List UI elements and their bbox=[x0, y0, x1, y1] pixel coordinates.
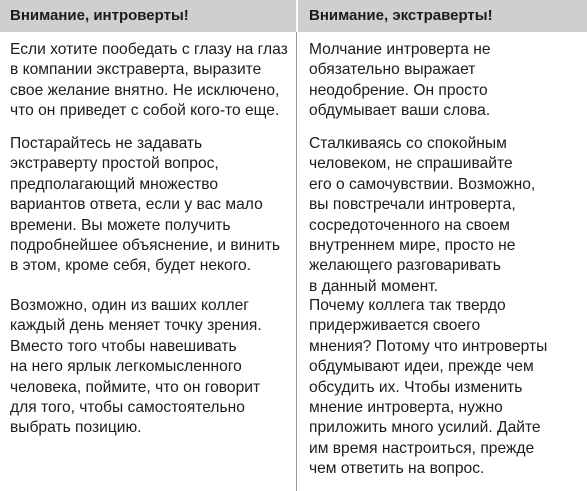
table-header-row bbox=[0, 0, 587, 32]
cell-row3-extraverts: Почему коллега так твердо придерживается своего мнения? Потому что интроверты обдумывают идеи, прежде чем обсудить их. Чтобы изменить мнение интроверта, нужно приложить много усилий. Дайте им время настроиться, прежде чем ответить на вопрос. bbox=[309, 297, 548, 478]
cell-row2-introverts: Постарайтесь не задавать экстраверту простой вопрос, предполагающий множество вариантов ответа, если у вас мало времени. Вы можете получить подробнейшее объяснение, и винить в этом, кроме себя, будет некого. bbox=[10, 135, 280, 275]
header-introverts: Внимание, интроверты! bbox=[10, 7, 189, 24]
header-divider bbox=[296, 0, 298, 32]
cell-row2-extraverts: Сталкиваясь со спокойным человеком, не спрашивайте его о самочувствии. Возможно, вы повстречали интроверта, сосредоточенного на своем внутреннем мире, просто не желающего разговаривать в данный момент. bbox=[309, 135, 536, 295]
cell-row1-extraverts: Молчание интроверта не обязательно выражает неодобрение. Он просто обдумывает ваши слова. bbox=[309, 41, 491, 120]
cell-row1-introverts: Если хотите пообедать с глазу на глаз в компании экстраверта, выразите свое желание внятно. Не исключено, что он приведет с собой кого-то еще. bbox=[10, 41, 288, 120]
column-divider bbox=[296, 0, 297, 491]
header-extraverts: Внимание, экстраверты! bbox=[309, 7, 493, 24]
cell-row3-introverts: Возможно, один из ваших коллег каждый день меняет точку зрения. Вместо того чтобы навешивать на него ярлык легкомысленного человека, поймите, что он говорит для того, чтобы самостоятельно выбрать позицию. bbox=[10, 297, 262, 437]
